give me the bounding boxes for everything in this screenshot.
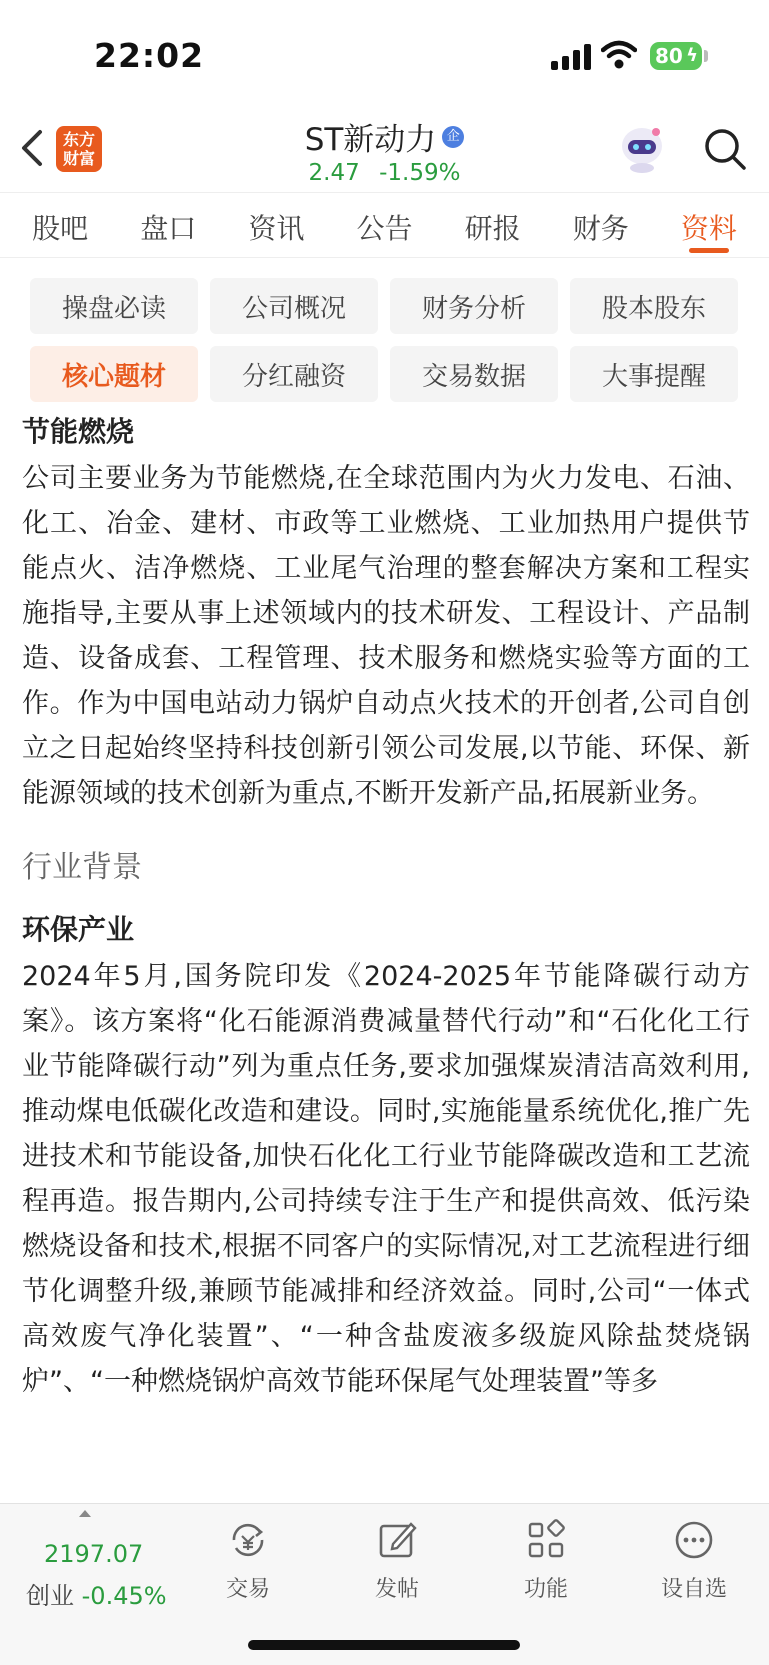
cellular-signal-icon bbox=[551, 44, 593, 70]
stock-tabs bbox=[0, 192, 769, 258]
logo-line1: 东方 bbox=[62, 130, 95, 149]
nav-functions[interactable] bbox=[496, 1518, 596, 1603]
chip-events[interactable]: 大事提醒 bbox=[570, 346, 738, 402]
nav-trade-label: 交易 bbox=[225, 1577, 270, 1602]
status-bar bbox=[0, 0, 769, 108]
core-themes-content bbox=[22, 408, 750, 1503]
search-icon[interactable] bbox=[702, 126, 748, 172]
chip-must-read[interactable]: 操盘必读 bbox=[30, 278, 198, 334]
nav-add-watchlist[interactable] bbox=[644, 1518, 744, 1603]
tab-finance[interactable]: 财务 bbox=[572, 212, 629, 245]
stock-price: 2.47 bbox=[308, 160, 360, 186]
section-text-energy-saving: 公司主要业务为节能燃烧,在全球范围内为火力发电、石油、化工、冶金、建材、市政等工业燃烧、工业加热用户提供节能点火、洁净燃烧、工业尾气治理的整套解决方案和工程实施指导,主要从事上述领域内的技术研发、工程设计、产品制造、设备成套、工程管理、技术服务和燃烧实验等方面的工作。作为中国电站动力锅炉自动点火技术的开创者,公司自创立之日起始终坚持科技创新引领公司发展,以节能、环保、新能源领域的技术创新为重点,不断开发新产品,拓展新业务。 bbox=[22, 463, 750, 809]
chip-core-themes[interactable]: 核心题材 bbox=[30, 346, 198, 402]
battery-indicator bbox=[650, 42, 702, 70]
section-title-environmental: 环保产业 bbox=[22, 913, 135, 946]
stock-name: ST新动力 bbox=[304, 122, 437, 158]
tab-pankou[interactable]: 盘口 bbox=[140, 212, 197, 245]
index-name: 创业 bbox=[26, 1582, 74, 1610]
index-change: -0.45% bbox=[81, 1582, 167, 1610]
chip-shareholders[interactable]: 股本股东 bbox=[570, 278, 738, 334]
section-text-environmental: 2024年5月,国务院印发《2024-2025年节能降碳行动方案》。该方案将“化石能源消费减量替代行动”和“石化化工行业节能降碳行动”列为重点任务,要求加强煤炭清洁高效利用,推动煤电低碳化改造和建设。同时,实施能量系统优化,推广先进技术和节能设备,加快石化化工行业节能降碳改造和工艺流程再造。报告期内,公司持续专注于生产和提供高效、低污染燃烧设备和技术,根据不同客户的实际情况,对工艺流程进行细节化调整升级,兼顾节能减排和经济效益。同时,公司“一体式高效废气净化装置”、“一种含盐废液多级旋风除盐焚烧锅炉”、“一种燃烧锅炉高效节能环保尾气处理装置”等多 bbox=[22, 961, 750, 1397]
battery-cap bbox=[704, 50, 708, 62]
charging-bolt-icon: ϟ bbox=[686, 45, 698, 66]
nav-post[interactable] bbox=[347, 1518, 447, 1603]
wifi-icon bbox=[601, 40, 637, 70]
home-indicator[interactable] bbox=[248, 1640, 520, 1650]
tab-news[interactable]: 资讯 bbox=[248, 212, 305, 245]
more-icon bbox=[672, 1518, 716, 1562]
enterprise-badge: 企 bbox=[442, 126, 464, 148]
profile-subcategories bbox=[30, 278, 740, 402]
yen-exchange-icon bbox=[226, 1518, 270, 1562]
stock-header bbox=[0, 108, 769, 192]
section-title-energy-saving: 节能燃烧 bbox=[22, 415, 135, 448]
tab-guba[interactable]: 股吧 bbox=[32, 212, 89, 245]
index-value[interactable]: 2197.07 bbox=[44, 1540, 144, 1568]
nav-functions-label: 功能 bbox=[523, 1577, 568, 1602]
grid-icon bbox=[524, 1518, 568, 1562]
chip-financial-analysis[interactable]: 财务分析 bbox=[390, 278, 558, 334]
nav-add-watchlist-label: 设自选 bbox=[660, 1577, 727, 1602]
section-heading-industry-background: 行业背景 bbox=[22, 850, 142, 885]
chip-trading-data[interactable]: 交易数据 bbox=[390, 346, 558, 402]
logo-line2: 财富 bbox=[62, 149, 95, 168]
chip-dividends[interactable]: 分红融资 bbox=[210, 346, 378, 402]
stock-change: -1.59% bbox=[379, 160, 461, 186]
battery-level: 80 bbox=[655, 44, 683, 68]
expand-up-icon[interactable] bbox=[79, 1510, 91, 1517]
chip-company-overview[interactable]: 公司概况 bbox=[210, 278, 378, 334]
ai-assistant-robot-icon[interactable] bbox=[616, 122, 668, 174]
nav-trade[interactable] bbox=[198, 1518, 298, 1603]
nav-post-label: 发帖 bbox=[374, 1577, 419, 1602]
status-time: 22:02 bbox=[94, 36, 205, 75]
edit-icon bbox=[375, 1518, 419, 1562]
tab-announcements[interactable]: 公告 bbox=[356, 212, 413, 245]
tab-research[interactable]: 研报 bbox=[464, 212, 521, 245]
index-label[interactable] bbox=[26, 1576, 167, 1611]
tab-profile[interactable]: 资料 bbox=[655, 193, 763, 257]
